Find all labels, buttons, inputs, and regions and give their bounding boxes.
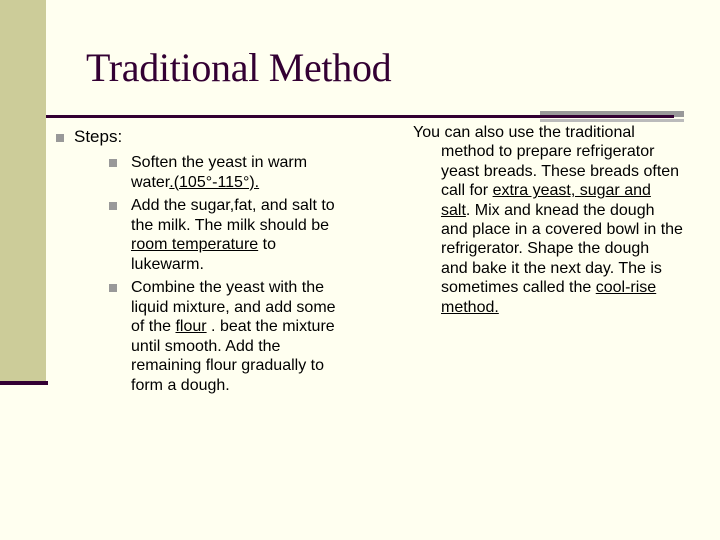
square-bullet-icon (109, 202, 117, 210)
flour-term: flour (175, 318, 207, 335)
square-bullet-icon (109, 159, 117, 167)
temperature-range: .(105°-115°). (169, 173, 260, 191)
salt-term: salt (441, 201, 466, 219)
right-line-3: yeast breads. These breads often (441, 162, 680, 180)
right-column-text (413, 123, 717, 317)
steps-heading (74, 127, 122, 147)
step-2-line-1: Add the sugar,fat, and salt to (131, 197, 335, 214)
method-term: method. (441, 298, 499, 316)
square-bullet-icon (56, 134, 64, 142)
step-1-line-1: Soften the yeast in warm (131, 154, 308, 171)
right-line-6: and place in a covered bowl in the (441, 221, 683, 239)
step-2-line-3: room temperature to (131, 236, 276, 253)
step-item-1 (131, 153, 371, 192)
step-3-line-6: form a dough. (131, 376, 230, 394)
step-3-line-3: of the flour . beat the mixture (131, 318, 335, 335)
slide-title: Traditional Method (86, 45, 392, 90)
right-line-5: salt. Mix and knead the dough (441, 201, 655, 219)
room-temperature-term: room temperature (131, 236, 259, 253)
right-line-8: and bake it the next day. The is (441, 259, 662, 277)
step-3-line-1: Combine the yeast with the (131, 279, 324, 296)
title-rule (46, 115, 674, 118)
right-line-2: method to prepare refrigerator (441, 143, 655, 161)
left-accent-band-base (0, 381, 48, 385)
right-line-9: sometimes called the cool-rise (441, 279, 657, 297)
cool-rise-term: cool-rise (595, 279, 657, 297)
step-item-3 (131, 278, 371, 395)
step-1-line-2: water.(105°-115°). (131, 173, 260, 191)
square-bullet-icon (109, 284, 117, 292)
step-2-line-4: lukewarm. (131, 255, 204, 273)
left-accent-band (0, 0, 46, 382)
extra-ingredients-term: extra yeast, sugar and (492, 182, 651, 200)
right-line-7: refrigerator. Shape the dough (441, 240, 650, 258)
step-3-line-4: until smooth. Add the (131, 337, 281, 355)
step-item-2 (131, 196, 371, 274)
step-2-line-2: the milk. The milk should be (131, 216, 330, 234)
title-rule-accent-lower (540, 119, 684, 122)
step-3-line-2: liquid mixture, and add some (131, 298, 336, 316)
right-line-4: call for extra yeast, sugar and (441, 182, 651, 200)
right-line-10 (413, 298, 717, 317)
right-line-1: You can also use the traditional (413, 124, 635, 141)
steps-label: Steps: (74, 127, 123, 146)
step-3-line-5: remaining flour gradually to (131, 357, 324, 374)
